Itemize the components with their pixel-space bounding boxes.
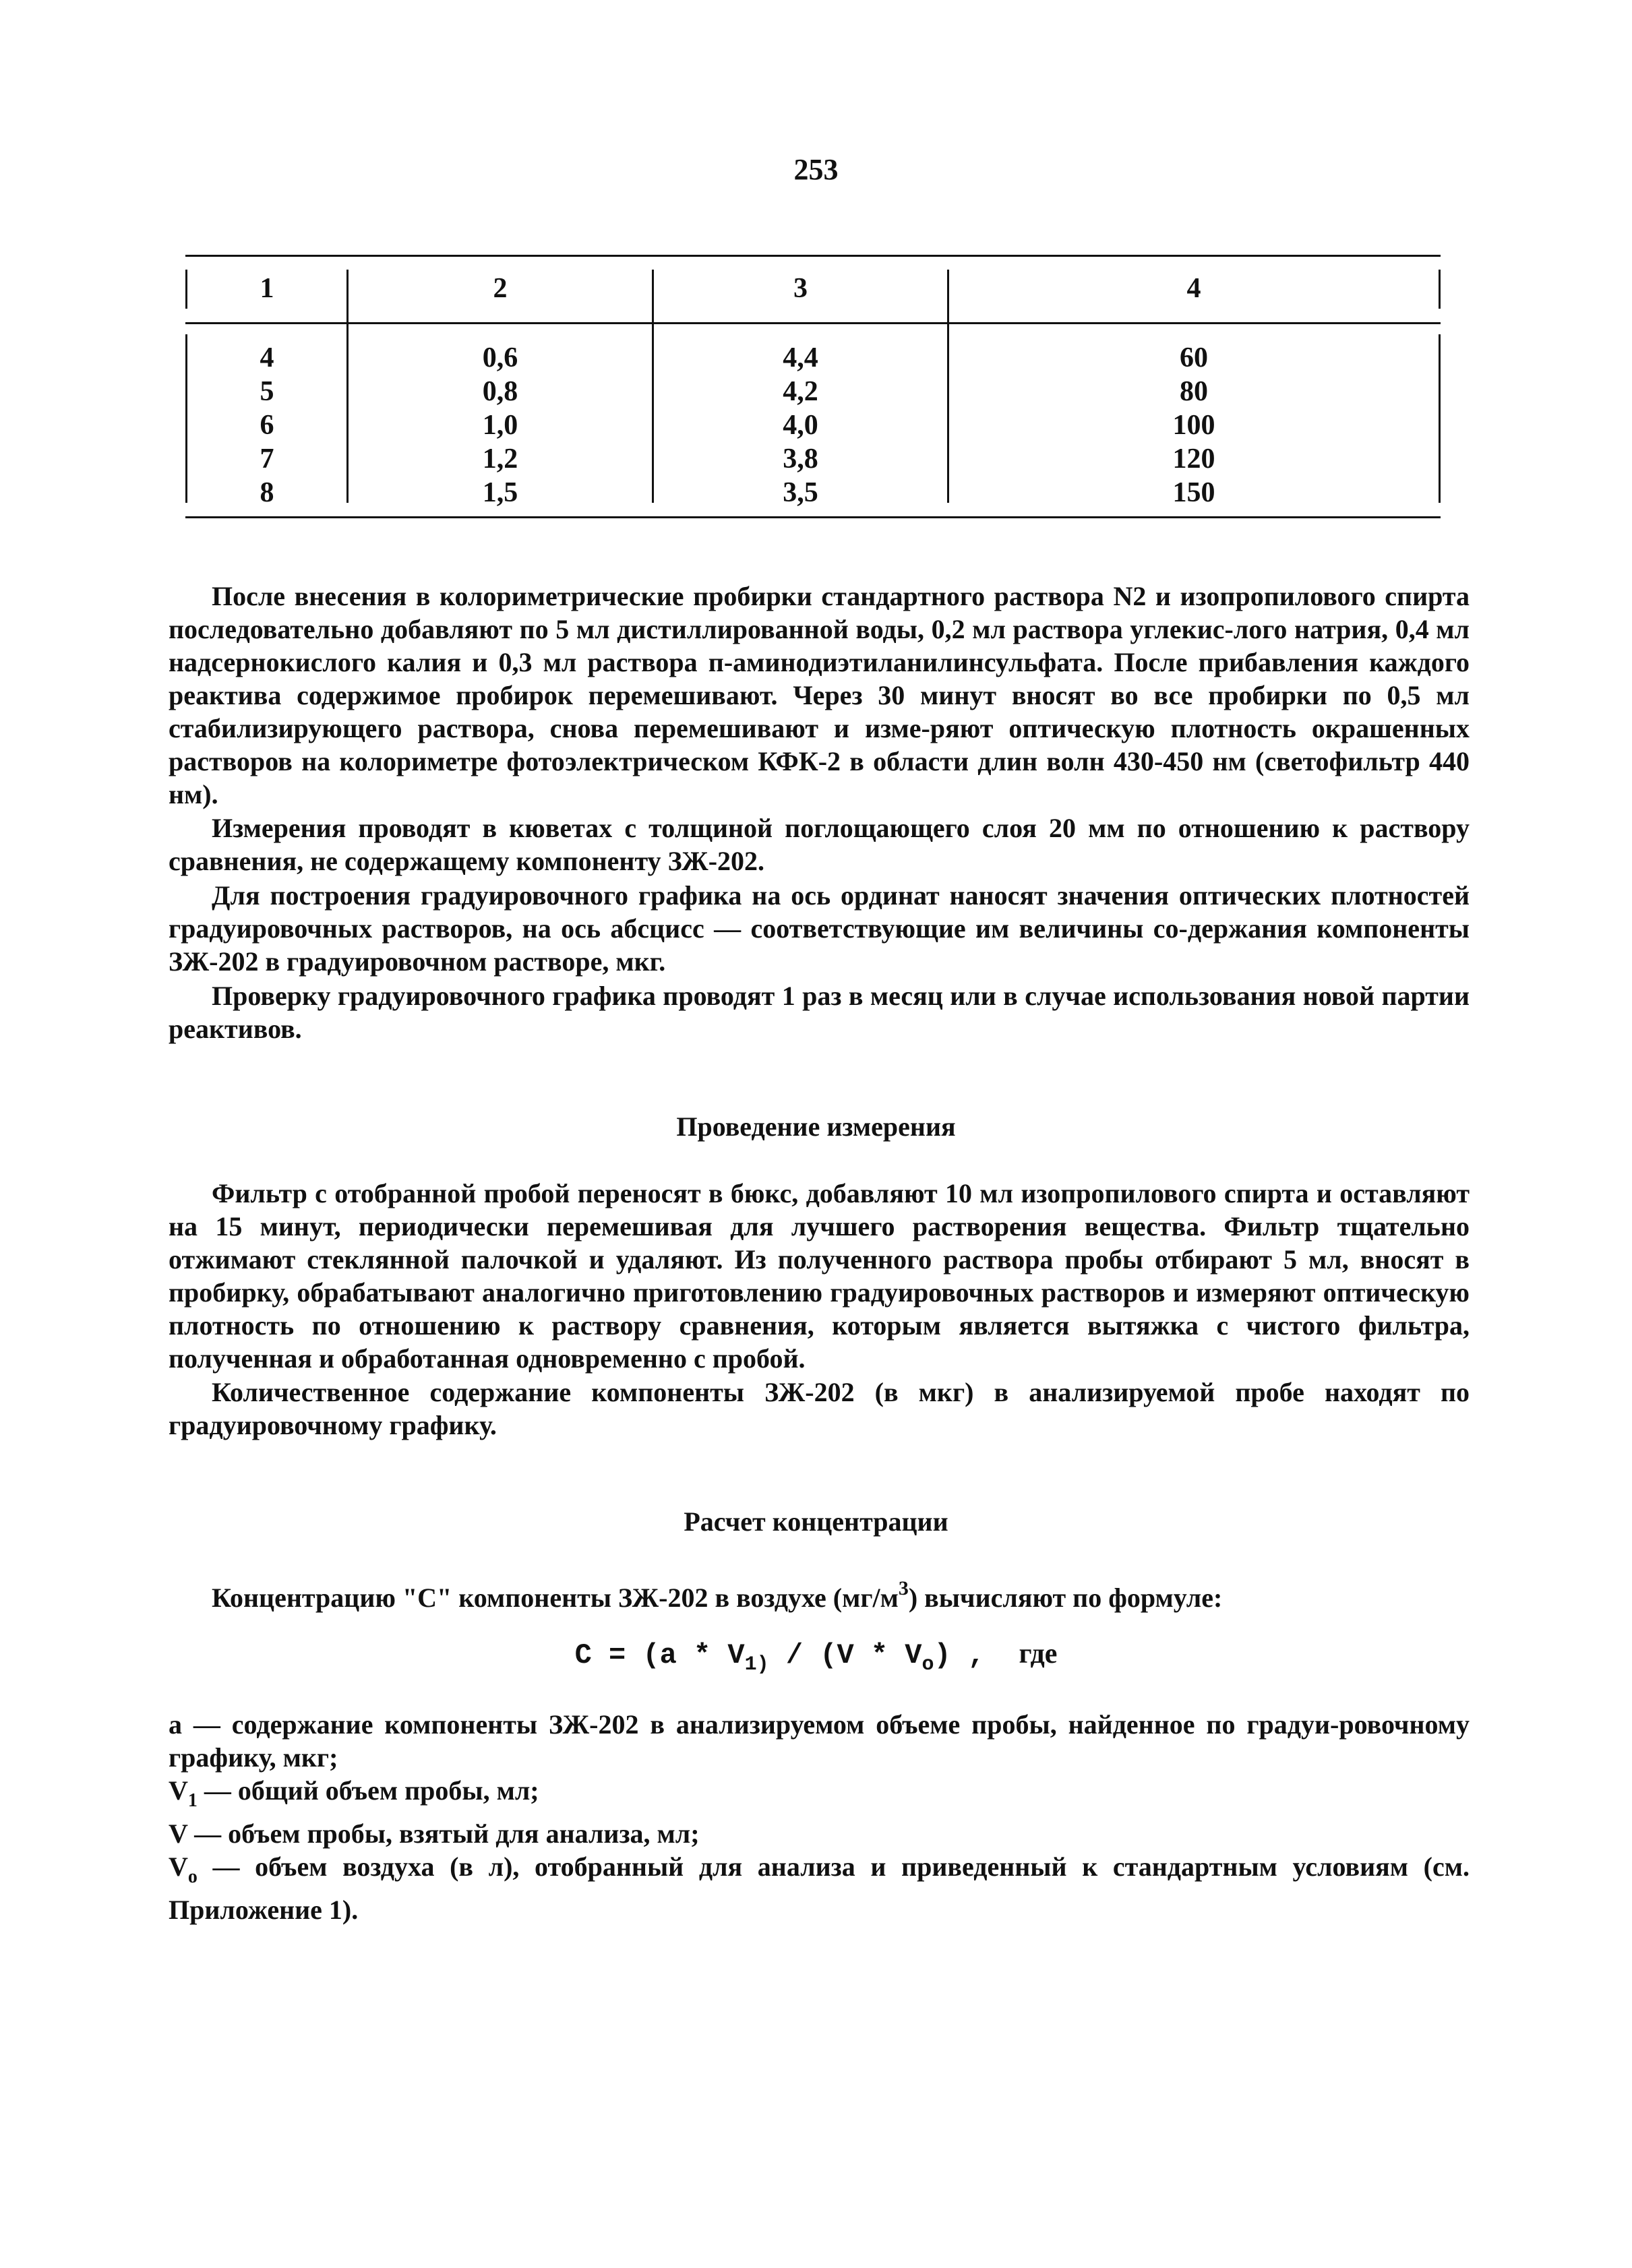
paragraph-procedure [169, 580, 1470, 811]
table-border-right-body [1439, 334, 1441, 503]
table-cell: 3,5 [783, 477, 818, 508]
table-cell: 5 [260, 376, 274, 407]
table-cell: 100 [1172, 410, 1215, 441]
paragraph-calibration-graph [169, 879, 1470, 978]
formula-subscript-2: o [921, 1653, 934, 1676]
data-table [185, 255, 1441, 518]
formula-subscript-1: 1) [744, 1653, 769, 1676]
v1-subscript: 1 [187, 1790, 198, 1811]
heading-measurement: Проведение измерения [676, 1111, 956, 1142]
paragraph-text: Количественное содержание компоненты ЗЖ-202 (в мкг) в анализируемой пробе находят по градуировочному графику. [169, 1377, 1470, 1440]
paragraph-cuvettes [169, 811, 1470, 878]
paragraph-text: Фильтр с отобранной пробой переносят в бюкс, добавляют 10 мл изопропилового спирта и оставляют на 15 минут, периодически перемешивая для лучшего растворения вещества. Фильтр тщательно отжимают стеклянной палочкой и удаляют. Из полученного раствора пробы отбирают 5 мл, вносят в пробирку, обрабатывают аналогично приготовлению градуировочных растворов и измеряют оптическую плотность по отношению к раствору сравнения, которым является вытяжка с чистого фильтра, полученная и обработанная одновременно с пробой. [169, 1178, 1470, 1374]
intro-text-before: Концентрацию "С" компоненты ЗЖ-202 в воздухе (мг/м [212, 1583, 899, 1613]
concentration-formula [0, 1638, 1632, 1676]
paragraph-filter [169, 1177, 1470, 1375]
variable-definitions [169, 1708, 1470, 1926]
table-cell: 8 [260, 477, 274, 508]
table-cell: 1,2 [482, 443, 518, 474]
paragraph-text: Проверку градуировочного графика проводят 1 раз в месяц или в случае использования новой партии реактивов. [169, 981, 1470, 1044]
table-bottom-rule [185, 516, 1441, 518]
table-border-right-header [1439, 270, 1441, 309]
formula-where: где [1019, 1638, 1058, 1669]
table-cell: 6 [260, 410, 274, 441]
table-column-1 [187, 341, 346, 510]
intro-superscript: 3 [898, 1577, 909, 1599]
definition-vo [169, 1850, 1470, 1926]
table-column-3 [654, 341, 947, 510]
table-cell: 1,0 [482, 410, 518, 441]
v1-text: — общий объем пробы, мл; [197, 1775, 539, 1806]
page-number: 253 [793, 153, 839, 186]
table-header-1: 1 [260, 273, 274, 304]
formula-part-1: C = (a * V [574, 1639, 745, 1672]
table-cell: 4,0 [783, 410, 818, 441]
intro-text-after: ) вычисляют по формуле: [908, 1583, 1223, 1613]
v1-symbol: V [169, 1775, 188, 1806]
vo-text: — объем воздуха (в л), отобранный для анализа и приведенный к стандартным условиям (см. Приложение 1). [169, 1851, 1470, 1925]
formula-part-2: / (V * V [768, 1639, 922, 1672]
table-cell: 120 [1172, 443, 1215, 474]
vo-symbol: V [169, 1851, 188, 1882]
table-cell: 4,2 [783, 376, 818, 407]
table-cell: 0,6 [482, 342, 518, 373]
definition-v1 [169, 1774, 1470, 1817]
table-cell: 3,8 [783, 443, 818, 474]
table-header-3: 3 [793, 273, 808, 304]
table-header-2: 2 [493, 273, 508, 304]
paragraph-text: Для построения градуировочного графика на ось ординат наносят значения оптических плотностей градуировочных растворов, на ось абсцисс — соответствующие им величины со-держания компоненты ЗЖ-202 в градуировочном растворе, мкг. [169, 880, 1470, 977]
table-cell: 0,8 [482, 376, 518, 407]
vo-subscript: o [187, 1866, 198, 1887]
paragraph-quantity [169, 1376, 1470, 1442]
paragraph-text: Измерения проводят в кюветах с толщиной поглощающего слоя 20 мм по отношению к раствору сравнения, не содержащему компоненту ЗЖ-202. [169, 813, 1470, 876]
table-cell: 4,4 [783, 342, 818, 373]
table-cell: 7 [260, 443, 274, 474]
formula-part-3: ) , [934, 1639, 986, 1672]
table-cell: 150 [1172, 477, 1215, 508]
paragraph-graph-check [169, 979, 1470, 1045]
table-header-4: 4 [1186, 273, 1201, 304]
definition-v: V — объем пробы, взятый для анализа, мл; [169, 1818, 700, 1849]
table-cell: 4 [260, 342, 274, 373]
table-cell: 80 [1180, 376, 1208, 407]
paragraph-formula-intro [169, 1572, 1470, 1614]
table-header-rule [185, 322, 1441, 324]
table-cell: 60 [1180, 342, 1208, 373]
heading-calculation: Расчет концентрации [684, 1506, 948, 1537]
table-cell: 1,5 [482, 477, 518, 508]
table-column-2 [349, 341, 652, 510]
paragraph-text: После внесения в колориметрические пробирки стандартного раствора N2 и изопропилового спирта последовательно добавляют по 5 мл дистиллированной воды, 0,2 мл раствора углекис-лого натрия, 0,4 мл надсернокислого калия и 0,3 мл раствора п-аминодиэтиланилинсульфата. После прибавления каждого реактива содержимое пробирок перемешивают. Через 30 минут вносят во все пробирки по 0,5 мл стабилизирующего раствора, снова перемешивают и изме-ряют оптическую плотность окрашенных растворов на колориметре фотоэлектрическом КФК-2 в области длин волн 430-450 нм (светофильтр 440 нм). [169, 581, 1470, 809]
table-column-4 [949, 341, 1439, 510]
definition-a: а — содержание компоненты ЗЖ-202 в анализируемом объеме пробы, найденное по градуи-ровочному графику, мкг; [169, 1709, 1470, 1773]
table-top-rule [185, 255, 1441, 257]
